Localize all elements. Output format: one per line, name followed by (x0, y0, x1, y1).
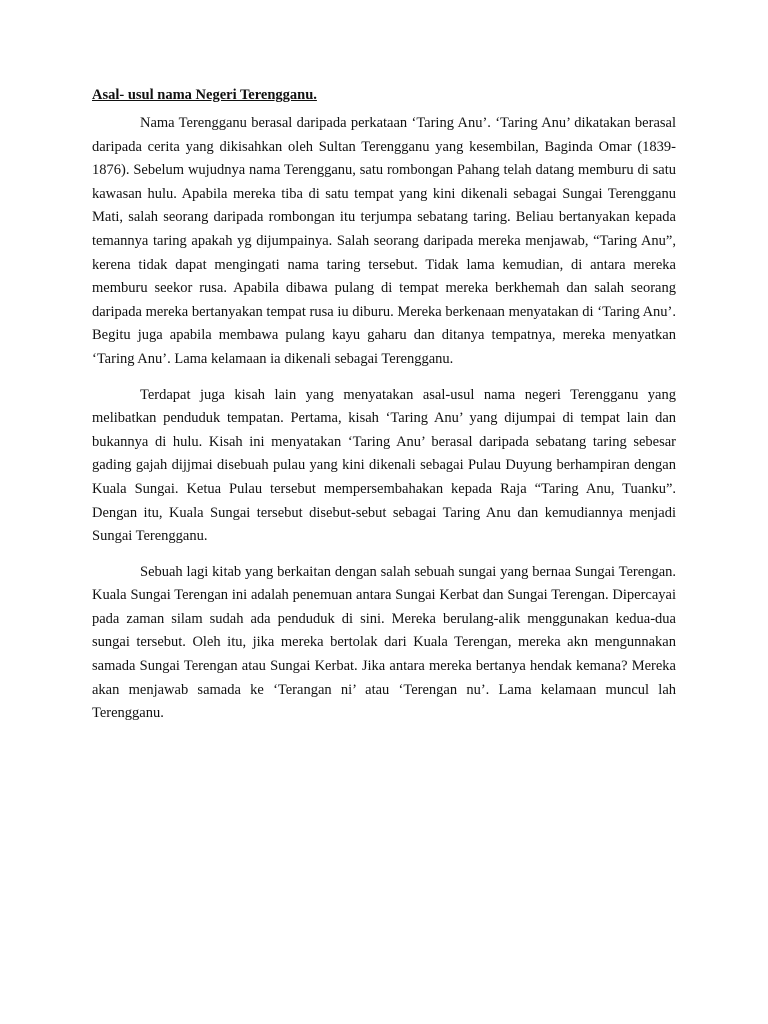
document-title: Asal- usul nama Negeri Terengganu. (92, 87, 317, 103)
paragraph-1: Nama Terengganu berasal daripada perkataan ‘Taring Anu’. ‘Taring Anu’ dikatakan berasal daripada cerita yang dikisahkan oleh Sultan Terengganu yang kesembilan, Baginda Omar (1839-1876). Sebelum wujudnya nama Terengganu, satu rombongan Pahang telah datang memburu di satu kawasan hulu. Apabila mereka tiba di satu tempat yang kini dikenali sebagai Sungai Terengganu Mati, salah seorang daripada rombongan itu terjumpa sebatang taring. Beliau bertanyakan kepada temannya taring apakah yg dijumpainya. Salah seorang daripada mereka menjawab, “Taring Anu”, kerena tidak dapat mengingati nama taring tersebut. Tidak lama kemudian, di antara mereka memburu seekor rusa. Apabila dibawa pulang di tempat mereka berkhemah dan salah seorang daripada mereka bertanyakan tempat rusa iu diburu. Mereka berkenaan menyatakan di ‘Taring Anu’. Begitu juga apabila membawa pulang kayu gaharu dan ditanya tempatnya, mereka menyatkan ‘Taring Anu’. Lama kelamaan ia dikenali sebagai Terengganu. (92, 115, 676, 367)
paragraph-3: Sebuah lagi kitab yang berkaitan dengan salah sebuah sungai yang bernaa Sungai Terengan. Kuala Sungai Terengan ini adalah penemuan antara Sungai Kerbat dan Sungai Terengan. Dipercayai pada zaman silam sudah ada penduduk di sini. Mereka berulang-alik menggunakan kedua-dua sungai tersebut. Oleh itu, jika mereka bertolak dari Kuala Terengan, mereka akn mengunnakan samada Sungai Terengan atau Sungai Kerbat. Jika antara mereka bertanya hendak kemana? Mereka akan menjawab samada ke ‘Terangan ni’ atau ‘Terengan nu’. Lama kelamaan muncul lah Terengganu. (92, 563, 676, 722)
document-page (92, 84, 676, 738)
paragraph-2: Terdapat juga kisah lain yang menyatakan asal-usul nama negeri Terengganu yang melibatkan penduduk tempatan. Pertama, kisah ‘Taring Anu’ yang dijumpai di tempat lain dan bukannya di hulu. Kisah ini menyatakan ‘Taring Anu’ berasal daripada sebatang taring sebesar gading gajah dijjmai disebuah pulau yang kini dikenali sebagai Pulau Duyung berhampiran dengan Kuala Sungai. Ketua Pulau tersebut mempersembahakan kepada Raja “Taring Anu, Tuanku”. Dengan itu, Kuala Sungai tersebut disebut-sebut sebagai Taring Anu dan kemudiannya menjadi Sungai Terengganu. (92, 386, 676, 545)
